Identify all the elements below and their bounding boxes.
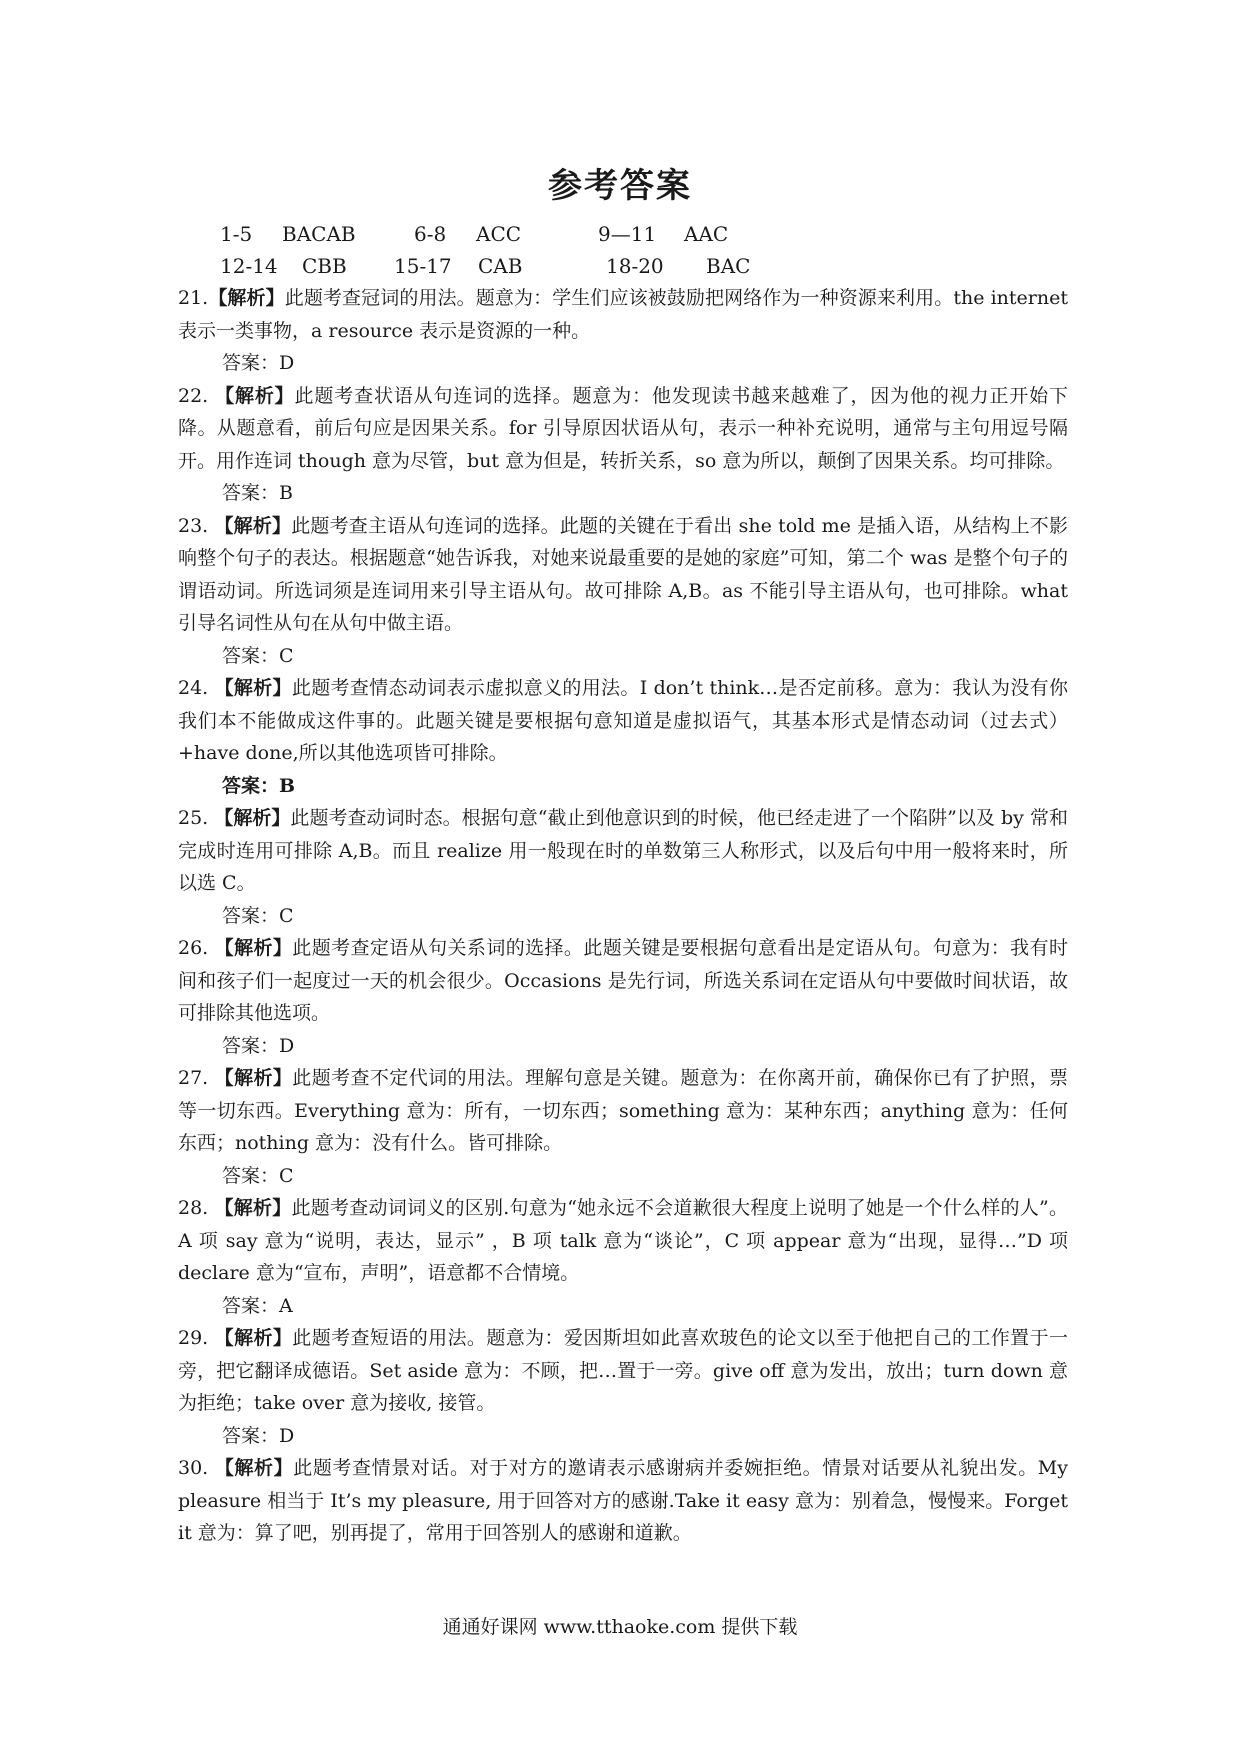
analysis-tag: 【解析】: [214, 514, 292, 537]
answer-key-answers: CAB: [478, 254, 523, 278]
explanation-26: 26. 【解析】此题考查定语从句关系词的选择。此题关键是要根据句意看出是定语从句。句意为：我有时间和孩子们一起度过一天的机会很少。Occasions 是先行词，所选关系词在定语从句中要做时间状语，故可排除其他选项。: [178, 937, 1068, 1024]
analysis-tag: 【解析】: [208, 287, 285, 309]
explanation-22: 22. 【解析】此题考查状语从句连词的选择。题意为：他发现读书越来越难了，因为他的视力正开始下降。从题意看，前后句应是因果关系。for 引导原因状语从句，表示一种补充说明，通常与主句用逗号隔开。用作连词 though 意为尽管，but 意为但是，转折关系，so 意为所以，颠倒了因果关系。均可排除。: [178, 384, 1068, 472]
answer-21: 答案：D: [222, 352, 295, 374]
analysis-tag: 【解析】: [214, 1067, 293, 1089]
answer-key-answers: BACAB: [282, 222, 356, 246]
explanation-23: 23. 【解析】此题考查主语从句连词的选择。此题的关键在于看出 she told me 是插入语，从结构上不影响整个句子的表达。根据题意“她告诉我，对她来说最重要的是她的家庭”可知，第二个 was 是整个句子的谓语动词。所选词须是连词用来引导主语从句。故可排除 A,B。as 不能引导主语从句，也可排除。what 引导名词性从句在从句中做主语。: [178, 514, 1068, 634]
answer-25: 答案：C: [222, 904, 294, 927]
analysis-tag: 【解析】: [214, 1197, 292, 1219]
answer-26: 答案：D: [222, 1034, 295, 1057]
answer-key-range: 18-20: [606, 254, 664, 278]
answer-22: 答案：B: [222, 482, 293, 504]
answer-key-range: 9—11: [598, 222, 657, 246]
explanation-21: 21.【解析】此题考查冠词的用法。题意为：学生们应该被鼓励把网络作为一种资源来利用。the internet 表示一类事物，a resource 表示是资源的一种。: [178, 287, 1068, 342]
explanation-24: 24. 【解析】此题考查情态动词表示虚拟意义的用法。I don’t think…是否定前移。意为：我认为没有你我们本不能做成这件事的。此题关键是要根据句意知道是虚拟语气，其基本形式是情态动词（过去式）+have done,所以其他选项皆可排除。: [178, 677, 1068, 764]
answer-key-answers: ACC: [476, 222, 522, 246]
analysis-tag: 【解析】: [214, 1327, 293, 1349]
answer-27: 答案：C: [222, 1164, 294, 1187]
answer-key-range: 15-17: [394, 254, 452, 278]
answer-28: 答案：A: [222, 1294, 293, 1317]
analysis-tag: 【解析】: [214, 937, 293, 959]
explanation-27: 27. 【解析】此题考查不定代词的用法。理解句意是关键。题意为：在你离开前，确保你已有了护照，票等一切东西。Everything 意为：所有，一切东西；something 意为：某种东西；anything 意为：任何东西；nothing 意为：没有什么。皆可排除。: [178, 1067, 1068, 1154]
analysis-tag: 【解析】: [214, 677, 292, 699]
footer-source: 通通好课网 www.tthaoke.com 提供下载: [442, 1616, 798, 1638]
answer-key-answers: AAC: [684, 222, 729, 246]
analysis-tag: 【解析】: [215, 384, 295, 407]
answer-29: 答案：D: [222, 1424, 295, 1447]
answer-key-range: 1-5: [220, 222, 253, 246]
answer-key-answers: CBB: [302, 254, 347, 278]
answer-key-range: 12-14: [220, 254, 278, 278]
analysis-tag: 【解析】: [214, 1457, 294, 1479]
answer-key-answers: BAC: [706, 254, 751, 278]
answer-23: 答案：C: [222, 644, 294, 667]
explanation-25: 25. 【解析】此题考查动词时态。根据句意“截止到他意识到的时候，他已经走进了一个陷阱”以及 by 常和完成时连用可排除 A,B。而且 realize 用一般现在时的单数第三人称形式，以及后句中用一般将来时，所以选 C。: [178, 807, 1068, 894]
explanation-30: 30. 【解析】此题考查情景对话。对于对方的邀请表示感谢病并委婉拒绝。情景对话要从礼貌出发。My pleasure 相当于 It’s my pleasure, 用于回答对方的感谢.Take it easy 意为：别着急，慢慢来。Forget it 意为：算了吧，别再提了，常用于回答别人的感谢和道歉。: [178, 1457, 1068, 1544]
page-title: 参考答案: [548, 166, 692, 206]
explanations: [178, 282, 1068, 1550]
analysis-tag: 【解析】: [214, 807, 291, 829]
explanation-28: 28. 【解析】此题考查动词词义的区别.句意为“她永远不会道歉很大程度上说明了她是一个什么样的人”。A 项 say 意为“说明，表达，显示” ，B 项 talk 意为“谈论”，C 项 appear 意为“出现，显得…”D 项 declare 意为“宣布，声明”，语意都不合情境。: [178, 1197, 1068, 1284]
explanation-29: 29. 【解析】此题考查短语的用法。题意为：爱因斯坦如此喜欢玻色的论文以至于他把自己的工作置于一旁，把它翻译成德语。Set aside 意为：不顾，把…置于一旁。give off 意为发出，放出；turn down 意为拒绝；take over 意为接收, 接管。: [178, 1327, 1068, 1414]
answer-key-range: 6-8: [414, 222, 447, 246]
answer-24: 答案：B: [222, 774, 296, 797]
